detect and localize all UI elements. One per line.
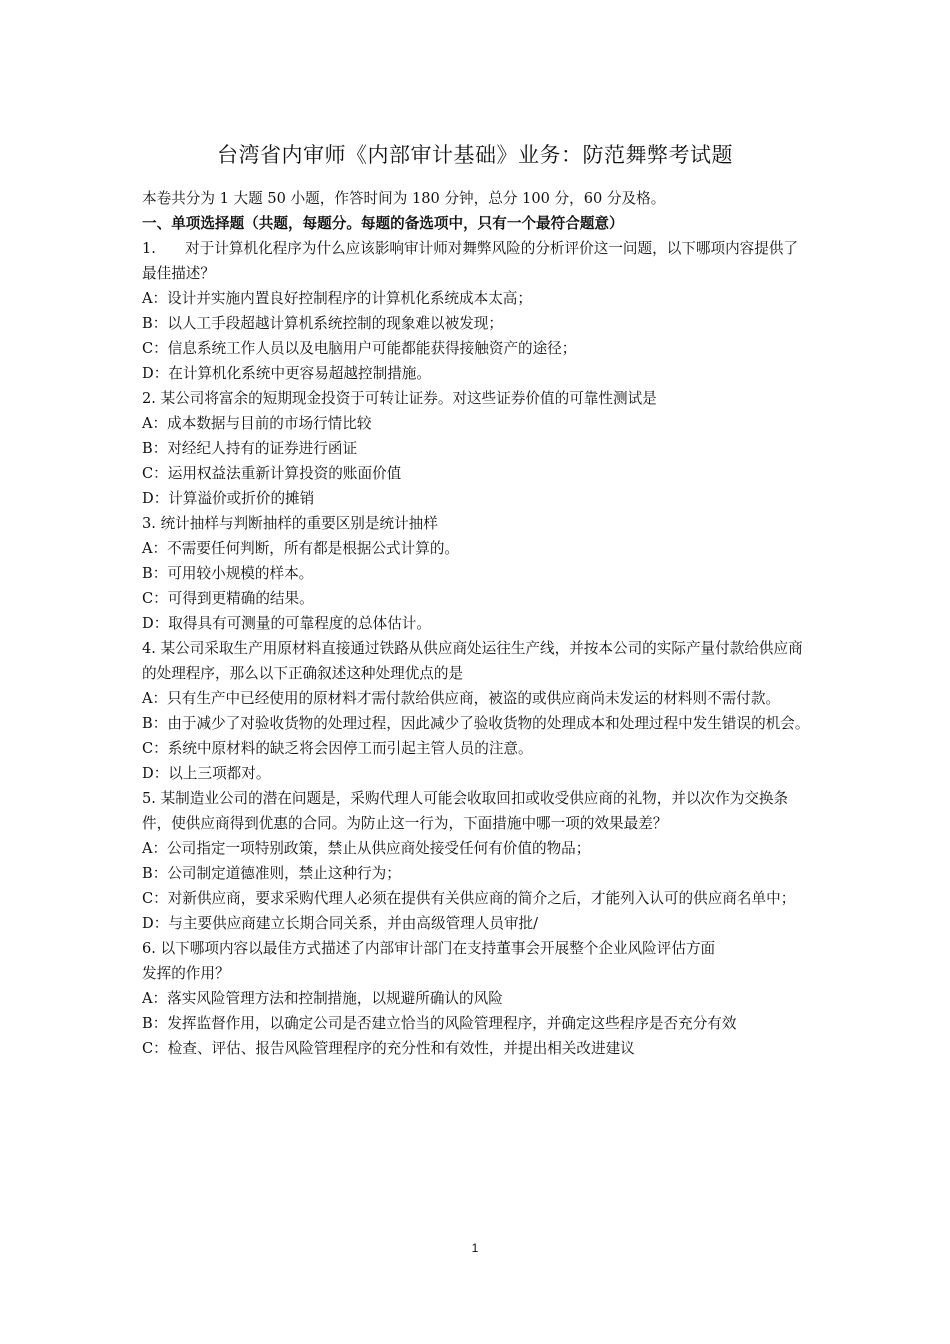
option-1b: B：以人工手段超越计算机系统控制的现象难以被发现； — [142, 315, 503, 332]
question-6: 6. 以下哪项内容以最佳方式描述了内部审计部门在支持董事会开展整个企业风险评估方面 — [142, 940, 716, 957]
option-1d: D：在计算机化系统中更容易超越控制措施。 — [142, 365, 431, 382]
option-3b: B：可用较小规模的样本。 — [142, 565, 314, 582]
option-2b: B：对经纪人持有的证券进行函证 — [142, 440, 358, 457]
option-4d: D：以上三项都对。 — [142, 765, 271, 782]
document-body — [142, 186, 810, 1061]
question-4: 4. 某公司采取生产用原材料直接通过铁路从供应商处运往生产线，并按本公司的实际产量付款给供应商的处理程序，那么以下正确叙述这种处理优点的是 — [142, 640, 803, 682]
page-number: 1 — [471, 1241, 479, 1255]
option-4c: C：系统中原材料的缺乏将会因停工而引起主管人员的注意。 — [142, 740, 533, 757]
option-5b: B：公司制定道德准则，禁止这种行为； — [142, 865, 401, 882]
option-4b: B：由于减少了对验收货物的处理过程，因此减少了验收货物的处理成本和处理过程中发生错误的机会。 — [142, 715, 810, 732]
option-4a: A：只有生产中已经使用的原材料才需付款给供应商，被盗的或供应商尚未发运的材料则不需付款。 — [142, 690, 781, 707]
question-1: 1. 对于计算机化程序为什么应该影响审计师对舞弊风险的分析评价这一问题，以下哪项内容提供了最佳描述？ — [142, 240, 799, 282]
option-1c: C：信息系统工作人员以及电脑用户可能都能获得接触资产的途径； — [142, 340, 577, 357]
option-2c: C：运用权益法重新计算投资的账面价值 — [142, 465, 402, 482]
document-title: 台湾省内审师《内部审计基础》业务：防范舞弊考试题 — [217, 143, 733, 167]
option-2a: A：成本数据与目前的市场行情比较 — [142, 415, 372, 432]
option-5d: D：与主要供应商建立长期合同关系，并由高级管理人员审批/ — [142, 915, 539, 932]
option-2d: D：计算溢价或折价的摊销 — [142, 490, 315, 507]
option-1a: A：设计并实施内置良好控制程序的计算机化系统成本太高； — [142, 290, 532, 307]
option-6b: B：发挥监督作用，以确定公司是否建立恰当的风险管理程序，并确定这些程序是否充分有效 — [142, 1015, 737, 1032]
section-heading: 一、单项选择题（共题，每题分。每题的备选项中，只有一个最符合题意） — [142, 215, 624, 232]
question-2: 2. 某公司将富余的短期现金投资于可转让证券。对这些证券价值的可靠性测试是 — [142, 390, 657, 407]
option-5a: A：公司指定一项特别政策，禁止从供应商处接受任何有价值的物品； — [142, 840, 591, 857]
option-3d: D：取得具有可测量的可靠程度的总体估计。 — [142, 615, 431, 632]
option-6c: C：检查、评估、报告风险管理程序的充分性和有效性，并提出相关改进建议 — [142, 1040, 635, 1057]
question-5: 5. 某制造业公司的潜在问题是，采购代理人可能会收取回扣或收受供应商的礼物，并以次作为交换条件，使供应商得到优惠的合同。为防止这一行为，下面措施中哪一项的效果最差？ — [142, 790, 789, 832]
option-5c: C：对新供应商，要求采购代理人必须在提供有关供应商的简介之后，才能列入认可的供应商名单中； — [142, 890, 796, 907]
exam-intro: 本卷共分为 1 大题 50 小题，作答时间为 180 分钟，总分 100 分，60 分及格。 — [142, 190, 666, 207]
question-6-continued: 发挥的作用？ — [142, 965, 230, 982]
option-6a: A：落实风险管理方法和控制措施，以规避所确认的风险 — [142, 990, 503, 1007]
question-3: 3. 统计抽样与判断抽样的重要区别是统计抽样 — [142, 515, 438, 532]
option-3c: C：可得到更精确的结果。 — [142, 590, 314, 607]
option-3a: A：不需要任何判断，所有都是根据公式计算的。 — [142, 540, 460, 557]
